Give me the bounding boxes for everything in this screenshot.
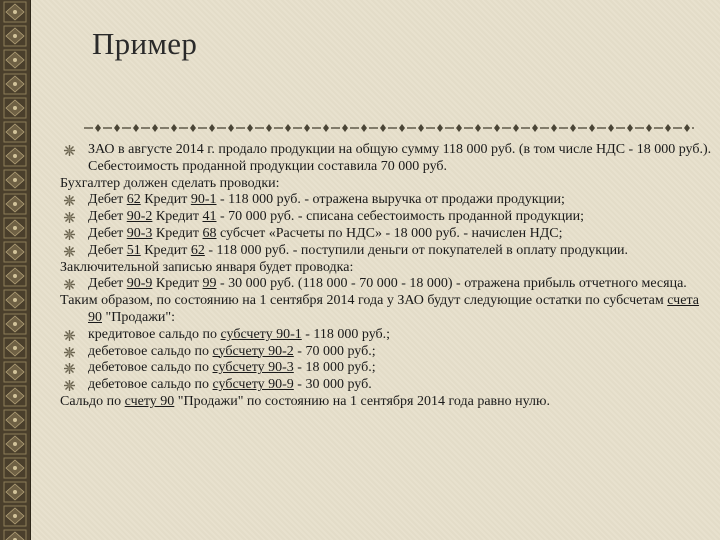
- text-run: дебетовое сальдо по: [88, 377, 213, 393]
- text-run: Дебет: [88, 209, 127, 225]
- decorative-side-strip: [0, 0, 31, 540]
- paragraph: [60, 293, 712, 327]
- text-run: - 118 000 руб. - отражена выручка от продажи продукции;: [216, 192, 565, 208]
- bullet-item: [60, 276, 712, 293]
- underlined-term: 90-3: [126, 225, 153, 241]
- decorative-divider: [84, 123, 694, 133]
- text-run: субсчет «Расчеты по НДС» - 18 000 руб. - начислен НДС;: [216, 225, 563, 241]
- fleur-bullet-icon: [64, 279, 75, 290]
- bullet-item: [60, 344, 712, 361]
- paragraph: [60, 260, 712, 277]
- fleur-bullet-icon: [64, 212, 75, 223]
- text-run: - 118 000 руб.;: [301, 326, 391, 342]
- text-run: дебетовое сальдо по: [88, 343, 213, 359]
- underlined-term: 90-1: [190, 192, 217, 208]
- text-run: Сальдо по: [60, 393, 125, 409]
- text-run: Дебет: [88, 242, 127, 258]
- underlined-term: 62: [190, 242, 205, 258]
- text-run: "Продажи":: [102, 309, 176, 325]
- underlined-term: субсчету 90-1: [220, 326, 302, 342]
- underlined-term: 41: [202, 209, 217, 225]
- bullet-item: [60, 243, 712, 260]
- underlined-term: 51: [126, 242, 141, 258]
- underlined-term: 62: [126, 192, 141, 208]
- text-run: кредитовое сальдо по: [88, 326, 221, 342]
- text-run: Бухгалтер должен сделать проводки:: [60, 175, 280, 191]
- text-run: - 118 000 руб. - поступили деньги от покупателей в оплату продукции.: [204, 242, 629, 258]
- underlined-term: 68: [202, 225, 217, 241]
- underlined-term: 90-9: [126, 276, 153, 292]
- fleur-bullet-icon: [64, 246, 75, 257]
- text-run: Дебет: [88, 192, 127, 208]
- text-run: - 70 000 руб.;: [293, 343, 376, 359]
- text-run: Дебет: [88, 276, 127, 292]
- fleur-bullet-icon: [64, 363, 75, 374]
- text-run: Таким образом, по состоянию на 1 сентября 2014 года у ЗАО будут следующие остатки по субсчетам: [60, 293, 668, 309]
- text-run: Кредит: [152, 225, 203, 241]
- bullet-item: [60, 209, 712, 226]
- fleur-bullet-icon: [64, 347, 75, 358]
- text-run: - 30 000 руб.: [293, 377, 372, 393]
- text-run: дебетовое сальдо по: [88, 360, 213, 376]
- underlined-term: субсчету 90-2: [212, 343, 294, 359]
- text-run: "Продажи" по состоянию на 1 сентября 2014 года равно нулю.: [174, 393, 550, 409]
- underlined-term: 99: [202, 276, 217, 292]
- fleur-bullet-icon: [64, 330, 75, 341]
- text-run: - 30 000 руб. (118 000 - 70 000 - 18 000) - отражена прибыль отчетного месяца.: [216, 276, 687, 292]
- bullet-item: [60, 226, 712, 243]
- text-run: Кредит: [152, 276, 203, 292]
- bullet-item: [60, 360, 712, 377]
- fleur-bullet-icon: [64, 380, 75, 391]
- underlined-term: субсчету 90-9: [212, 377, 294, 393]
- fleur-bullet-icon: [64, 229, 75, 240]
- bullet-item: [60, 377, 712, 394]
- underlined-term: счета 90: [88, 293, 699, 325]
- underlined-term: субсчету 90-3: [212, 360, 294, 376]
- bullet-item: [60, 192, 712, 209]
- slide-body: [60, 142, 712, 411]
- text-run: Заключительной записью января будет проводка:: [60, 259, 354, 275]
- underlined-term: 90-2: [126, 209, 153, 225]
- paragraph: [60, 394, 712, 411]
- underlined-term: счету 90: [124, 393, 175, 409]
- fleur-bullet-icon: [64, 195, 75, 206]
- text-run: Кредит: [140, 242, 191, 258]
- fleur-bullet-icon: [64, 145, 75, 156]
- text-run: - 18 000 руб.;: [293, 360, 376, 376]
- paragraph: [60, 176, 712, 193]
- slide-title: Пример: [92, 26, 198, 61]
- text-run: Кредит: [152, 209, 203, 225]
- text-run: Кредит: [140, 192, 191, 208]
- text-run: ЗАО в августе 2014 г. продало продукции на общую сумму 118 000 руб. (в том числе НДС - 18 000 руб.). Себестоимость проданной продукции составила 70 000 руб.: [88, 142, 712, 174]
- text-run: - 70 000 руб. - списана себестоимость проданной продукции;: [216, 209, 585, 225]
- text-run: Дебет: [88, 225, 127, 241]
- bullet-item: [60, 327, 712, 344]
- bullet-item: [60, 142, 712, 176]
